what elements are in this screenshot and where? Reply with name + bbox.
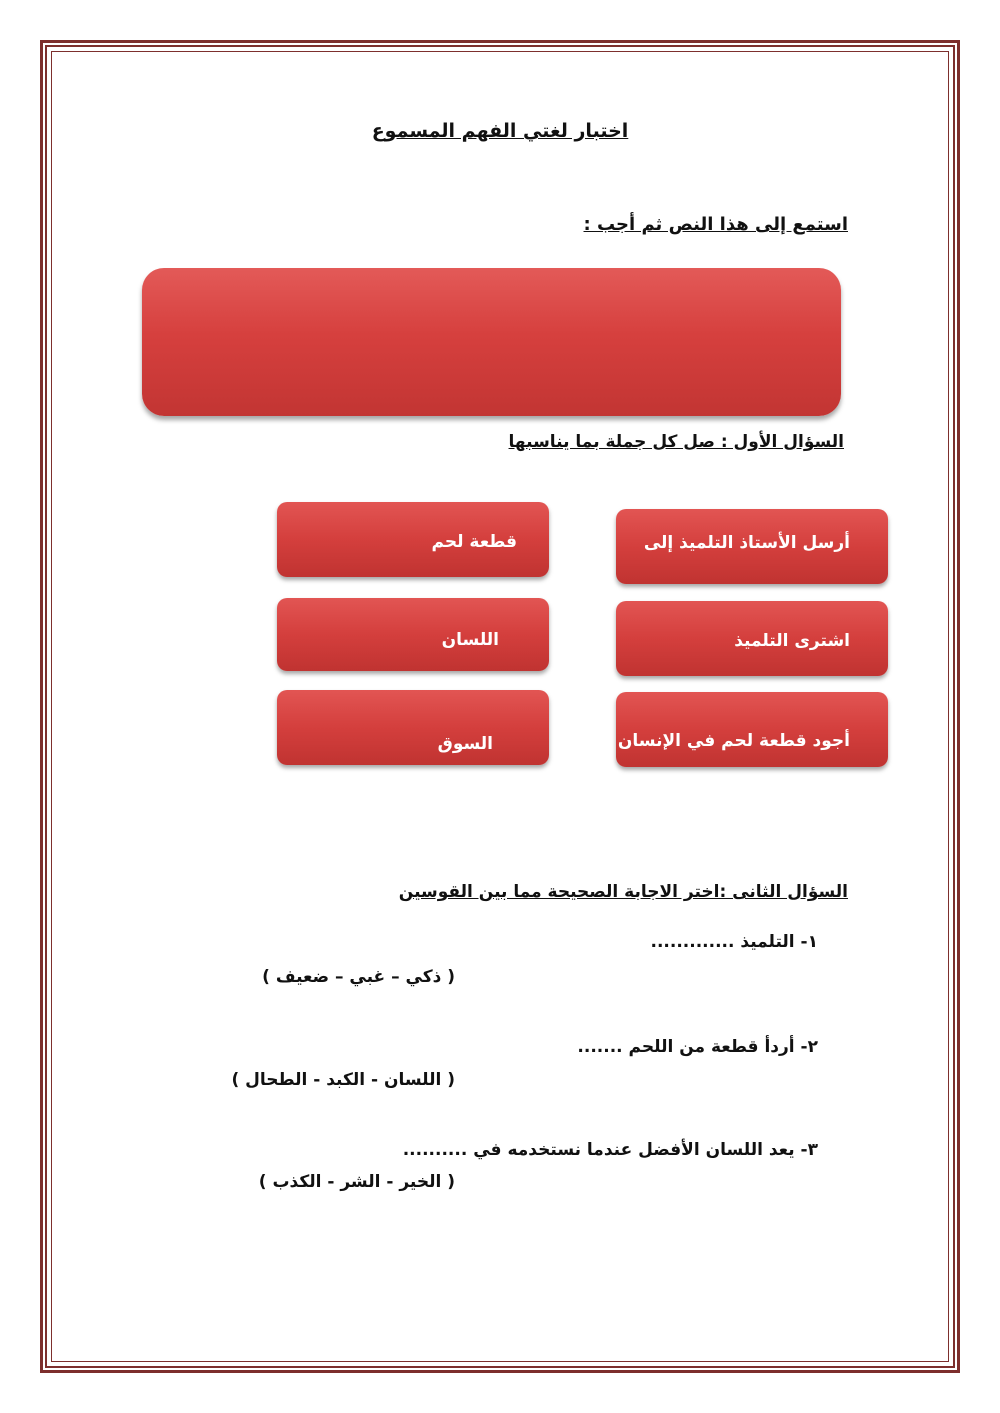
page-title: اختبار لغتي الفهم المسموع bbox=[371, 120, 629, 142]
question-2-options-1[interactable]: ( ذكي – غبي – ضعيف ) bbox=[262, 967, 455, 987]
match-answer-1[interactable] bbox=[277, 502, 549, 577]
match-sentence-2[interactable] bbox=[616, 601, 888, 676]
question-2-heading: السؤال الثانى :اختر الاجابة الصحيحة مما بين القوسين bbox=[398, 882, 848, 902]
match-sentence-1[interactable] bbox=[616, 509, 888, 584]
match-answer-2[interactable] bbox=[277, 598, 549, 671]
question-2-item-1: ١- التلميذ ............. bbox=[650, 932, 818, 952]
question-1-heading: السؤال الأول : صل كل جملة بما يناسبها bbox=[508, 432, 844, 452]
match-answer-label: قطعة لحم bbox=[431, 532, 517, 552]
question-2-item-2: ٢- أردأ قطعة من اللحم ....... bbox=[577, 1037, 818, 1057]
match-sentence-label: اشترى التلميذ bbox=[734, 631, 850, 651]
question-2-item-3: ٣- يعد اللسان الأفضل عندما نستخدمه في .......... bbox=[402, 1140, 818, 1160]
match-answer-label: السوق bbox=[437, 734, 493, 754]
match-answer-label: اللسان bbox=[441, 630, 499, 650]
match-sentence-label: أجود قطعة لحم في الإنسان bbox=[617, 731, 850, 751]
audio-banner[interactable] bbox=[142, 268, 841, 416]
match-sentence-3[interactable] bbox=[616, 692, 888, 767]
question-2-options-3[interactable]: ( الخير - الشر - الكذب ) bbox=[258, 1172, 455, 1192]
match-answer-3[interactable] bbox=[277, 690, 549, 765]
question-2-options-2[interactable]: ( اللسان - الكبد - الطحال ) bbox=[231, 1070, 455, 1090]
match-sentence-label: أرسل الأستاذ التلميذ إلى bbox=[643, 533, 850, 553]
listen-instruction: استمع إلى هذا النص ثم أجب : bbox=[583, 214, 848, 235]
